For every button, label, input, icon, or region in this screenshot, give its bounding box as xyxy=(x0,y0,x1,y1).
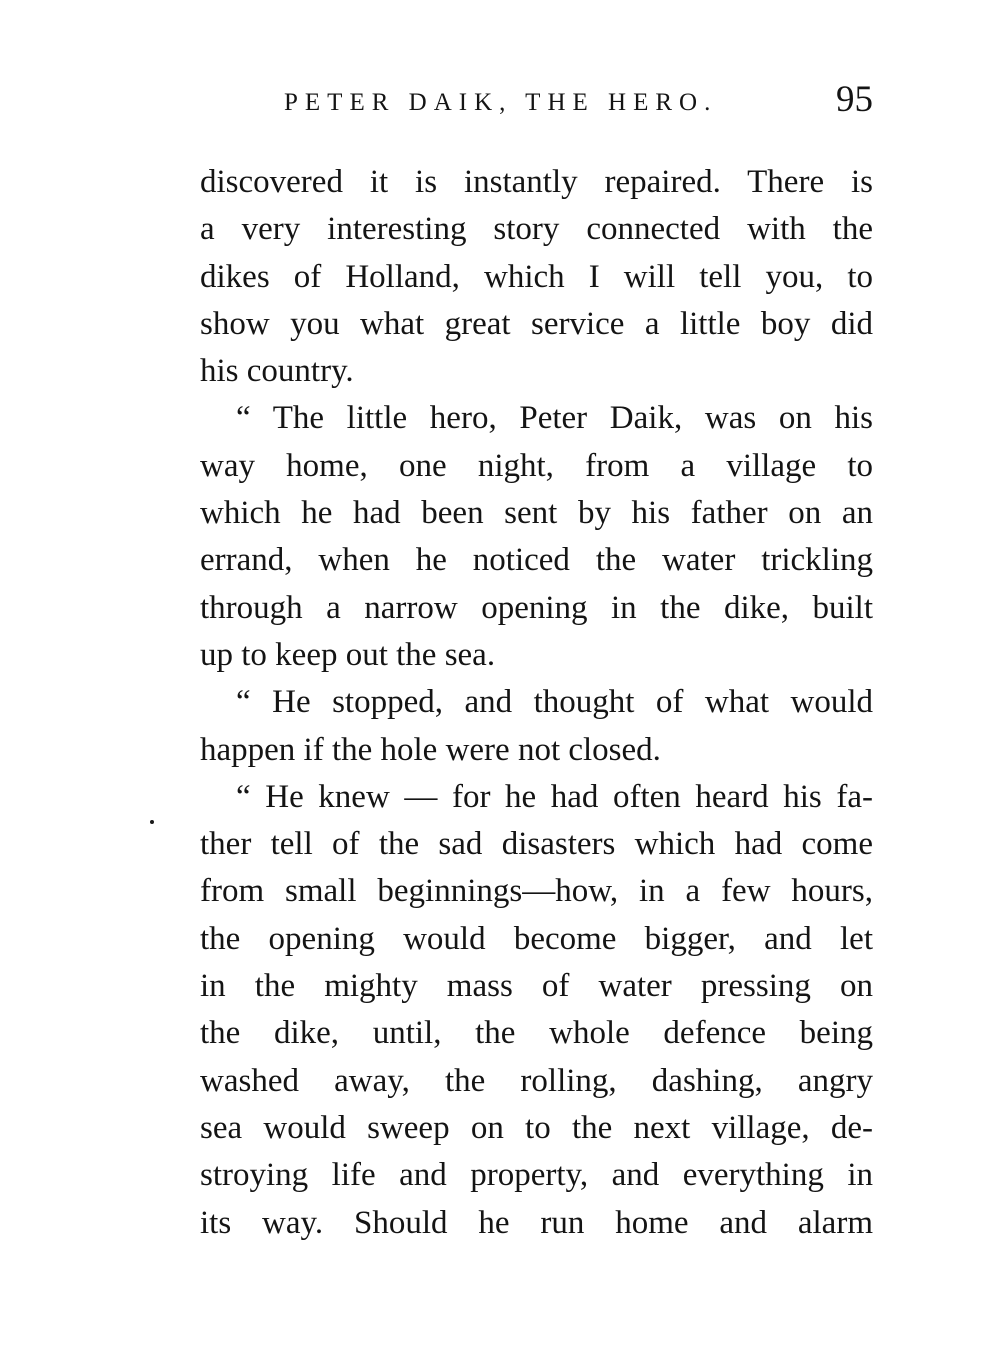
text-line: which he had been sent by his father on an xyxy=(200,495,873,532)
text-line: stroying life and property, and everything in xyxy=(200,1157,873,1194)
page-header xyxy=(200,80,873,124)
text-line: its way. Should he run home and alarm xyxy=(200,1204,873,1241)
text-line: errand, when he noticed the water trickling xyxy=(200,542,873,579)
text-line: happen if the hole were not closed. xyxy=(200,731,661,768)
text-line: his country. xyxy=(200,353,354,390)
text-line: discovered it is instantly repaired. There is xyxy=(200,164,873,200)
text-line: through a narrow opening in the dike, built xyxy=(200,589,873,626)
text-line: ther tell of the sad disasters which had come xyxy=(200,826,873,863)
text-line: the dike, until, the whole defence being xyxy=(200,1015,873,1052)
text-line: a very interesting story connected with the xyxy=(200,211,873,248)
text-line: dikes of Holland, which I will tell you, to xyxy=(200,258,873,295)
text-line: the opening would become bigger, and let xyxy=(200,920,873,957)
text-line: up to keep out the sea. xyxy=(200,636,496,673)
text-line: in the mighty mass of water pressing on xyxy=(200,968,873,1005)
margin-ink-dot xyxy=(150,820,154,824)
running-head: PETER DAIK, THE HERO. xyxy=(284,89,718,116)
text-line: “ He knew — for he had often heard his fa- xyxy=(236,778,873,815)
text-line: washed away, the rolling, dashing, angry xyxy=(200,1062,873,1099)
body-text xyxy=(200,159,873,1247)
text-line: show you what great service a little boy did xyxy=(200,305,873,342)
text-line: “ The little hero, Peter Daik, was on his xyxy=(236,400,873,437)
text-line: from small beginnings—how, in a few hours, xyxy=(200,873,873,910)
page-number: 95 xyxy=(836,79,873,120)
text-line: sea would sweep on to the next village, de- xyxy=(200,1109,873,1146)
text-line: “ He stopped, and thought of what would xyxy=(236,684,873,721)
text-line: way home, one night, from a village to xyxy=(200,447,873,484)
